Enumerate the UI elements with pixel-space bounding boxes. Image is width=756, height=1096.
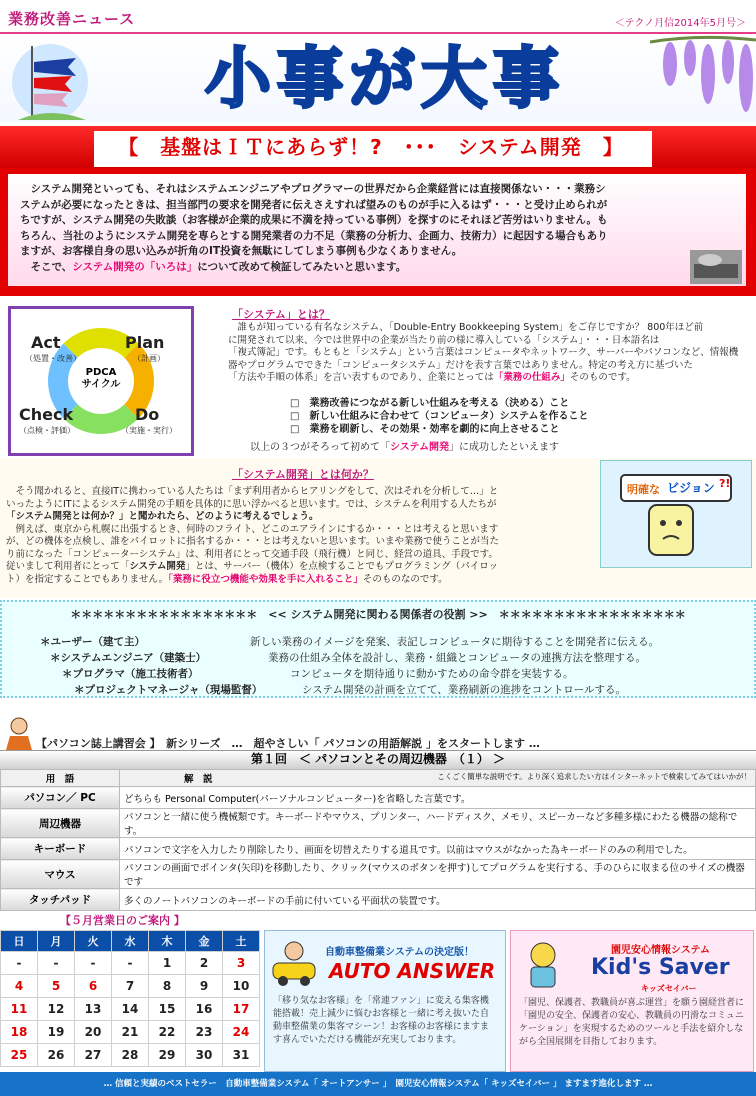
- day-cell: 31: [223, 1044, 260, 1067]
- closing-part: 」に成功したといえます: [449, 442, 559, 453]
- weekday: 火: [75, 931, 112, 952]
- section2-title: 「システム開発」とは何か？: [232, 468, 374, 481]
- intro-line: ちろん、当社のようにシステム開発を専らとする開発業者の力不足（業務の分析力、企画力、技術力）に起因する場合もあり: [20, 229, 608, 242]
- business-calendar: [0, 930, 260, 1067]
- intro-line: ステムが必要になったときは、担当部門の要求を開発者に伝えさえすれば望みのものが手に入るはず・・・と受け止められが: [20, 198, 608, 211]
- section1-line: 誰もが知っている有名なシステム、「Double-Entry Bookkeeping System」をご存じですか？ 800年ほど前: [228, 322, 704, 333]
- koinobori-icon: [10, 36, 90, 122]
- pdca-plan: Plan: [125, 333, 165, 352]
- weekday: 月: [38, 931, 75, 952]
- section2-line: [6, 561, 596, 574]
- desc-cell: 多くのノートパソコンのキーボードの手前に付いている平面状の装置です。: [120, 889, 756, 911]
- day-cell: 15: [149, 998, 186, 1021]
- table-row: [1, 889, 756, 911]
- desc-cell: どちらも Personal Computer(パーソナルコンピューター)を省略した言葉です。: [120, 787, 756, 809]
- desc-cell: パソコンの画面でポインタ(矢印)を移動したり、クリック(マウスのボタンを押す)してプログラムを実行する、手のひらに収まる位のサイズの機器です: [120, 860, 756, 889]
- vision-sign-2: ビジョン: [667, 481, 715, 495]
- keyboard-photo-icon: [690, 250, 742, 284]
- weekday: 土: [223, 931, 260, 952]
- intro-line: ちですが、システム開発の失敗談（お客様が企業的成果に不満を持っている事例）を探すのにそれほど苦労はいりません。も: [20, 214, 608, 226]
- section2-highlight: 「業務に役立つ機能や効果を手に入れること」: [168, 573, 363, 585]
- terms-table: [0, 769, 756, 911]
- term-cell: マウス: [1, 860, 120, 889]
- weekday: 金: [186, 931, 223, 952]
- day-cell: 8: [149, 975, 186, 998]
- day-cell: 17: [223, 998, 260, 1021]
- day-cell: 18: [1, 1021, 38, 1044]
- series-headline: 【パソコン誌上講習会 】 新シリーズ … 超やさしい「 パソコンの用語解説 」をスタートします …: [36, 737, 540, 750]
- role-desc: コンピュータを期待通りに動かすための命令群を実装する。: [290, 668, 574, 680]
- pdca-act: Act: [31, 333, 61, 352]
- term-cell: 周辺機器: [1, 809, 120, 838]
- section2-body: [6, 486, 596, 586]
- role-name: ＊システムエンジニア（建築士）: [50, 652, 207, 664]
- weekday: 木: [149, 931, 186, 952]
- pdca-check: Check: [19, 405, 74, 424]
- intro-text-part: について改めて検証してみたいと思います。: [197, 260, 407, 273]
- day-cell: 14: [112, 998, 149, 1021]
- pdca-center-line: PDCA: [85, 367, 117, 378]
- roles-title: ＊＊＊＊＊＊＊＊＊＊＊＊＊＊＊＊＊ << システム開発に関わる関係者の役割 >> ＊＊＊＊＊＊＊＊＊＊＊＊＊＊＊＊＊: [70, 608, 686, 621]
- desc-cell: パソコンと一緒に使う機械類です。キーボードやマウス、プリンター、ハードディスク、メモリ、スピーカーなど多種多様にわたる機器の総称です。: [120, 809, 756, 838]
- table-row: [1, 787, 756, 809]
- term-cell: キーボード: [1, 838, 120, 860]
- child-icon: [521, 939, 565, 991]
- section1-line: [228, 372, 748, 385]
- newsletter-title: 業務改善ニュース: [8, 10, 136, 28]
- role-desc: 新しい業務のイメージを発案、表記しコンピュータに期待することを開発者に伝える。: [250, 636, 660, 648]
- weekday: 水: [112, 931, 149, 952]
- intro-text-part: そこで、: [20, 260, 73, 273]
- table-row: [1, 838, 756, 860]
- day-cell: 27: [75, 1044, 112, 1067]
- vision-illustration: [600, 460, 752, 568]
- pdca-center-line: サイクル: [81, 379, 121, 390]
- pdca-diagram: [8, 306, 194, 456]
- day-cell: 22: [149, 1021, 186, 1044]
- term-cell: タッチパッド: [1, 889, 120, 911]
- closing-part: 以上の３つがそろって初めて「: [250, 442, 390, 453]
- auto-answer-desc: 「移り気なお客様」を「常連ファン」に変える集客機能搭載！売上減少に悩むお客様と一緒に考え抜いた自動車整備業の集客マシーン！お客様のお客様にますます喜んでいただける機能が充実しております。: [273, 996, 490, 1045]
- section2-text-part: 従いまして利用者にとって「: [6, 561, 130, 572]
- role-name: ＊プロジェクトマネージャ（現場監督）: [74, 684, 263, 696]
- weekday-row: [1, 931, 260, 952]
- week-row: [1, 998, 260, 1021]
- intro-line: ますが、お客様自身の思い込みが折角のIT投資を無駄にしてしまう事例も少なくありません。: [20, 245, 463, 257]
- day-cell: 19: [38, 1021, 75, 1044]
- day-cell: 7: [112, 975, 149, 998]
- day-cell: 30: [186, 1044, 223, 1067]
- issue-label: ＜テクノ月信2014年5月号＞: [614, 18, 746, 29]
- section2-line: が、どの機体を点検し、誰をパイロットに指名するか・・・とは考えないと思います。いまや業務で使うことが当た: [6, 536, 500, 547]
- section2-line: [6, 574, 596, 587]
- kids-saver-logo-sub: キッズセイバー: [641, 984, 697, 993]
- section2-text-part: そのものなのです。: [362, 573, 448, 585]
- week-row: [1, 975, 260, 998]
- section2-line: 例えば、東京から札幌に出張するとき、何時のフライト、どこのエアラインにするか・・・とは考えると思います: [6, 523, 499, 535]
- section1-line: 「複式簿記」です。もともと「システム」という言葉はコンピュータやネットワーク、サーバーやパソコンなど、情報機: [228, 347, 739, 358]
- auto-answer-ad[interactable]: [264, 930, 506, 1072]
- day-cell: 25: [1, 1044, 38, 1067]
- section1-text-part: そのものです。: [569, 372, 636, 383]
- section2-line: いったようにITによるシステム開発の手順を具体的に思い浮かべると思います。では、システムを利用する人たちが: [6, 498, 497, 510]
- pdca-check-sub: （点検・評価）: [19, 426, 75, 435]
- col-term: 用 語: [1, 770, 120, 787]
- week-row: [1, 1044, 260, 1067]
- term-cell: パソコン／ PC: [1, 787, 120, 809]
- kids-saver-ad[interactable]: [510, 930, 754, 1072]
- closing-highlight: システム開発: [390, 442, 449, 453]
- section1-text-part: 「方法や手順の体系」を言い表すものであり、企業にとっては: [228, 372, 494, 383]
- pdca-act-sub: （処置・改善）: [25, 354, 81, 363]
- section1-body: [228, 322, 748, 385]
- vision-sign-1: 明確な: [627, 483, 660, 496]
- day-cell: 20: [75, 1021, 112, 1044]
- section2-text-part: 」とは、サーバー（機体）を点検することでもプログラミング（パイロッ: [185, 561, 499, 572]
- day-cell: 1: [149, 952, 186, 975]
- section2-text-part: ト）を指定することでもありません。: [6, 573, 169, 585]
- desc-cell: パソコンで文字を入力したり削除したり、画面を切替えたりする道具です。以前はマウスがなかった為キーボードのみの利用でした。: [120, 838, 756, 860]
- role-desc: システム開発の計画を立てて、業務刷新の進捗をコントロールする。: [302, 684, 627, 696]
- topic-banner-text: 【 基盤はＩＴにあらず！? ･･･ システム開発 】: [118, 135, 624, 159]
- weekday: 日: [1, 931, 38, 952]
- day-cell: -: [1, 952, 38, 975]
- terms-note: こくごく簡単な説明です。より深く追求したい方はインターネットで検索してみてはいかが！: [437, 772, 751, 781]
- footer-text: … 信頼と実績のベストセラー 自動車整備業システム「 オートアンサー 」 園児安心情報システム「 キッズセイバー 」 ますます進化します …: [103, 1079, 653, 1089]
- day-cell: -: [75, 952, 112, 975]
- kids-saver-tagline: 園児安心情報システム: [611, 945, 710, 956]
- section1-title: 「システム」とは？: [232, 308, 330, 321]
- table-row: [1, 860, 756, 889]
- section1-highlight: 「業務の仕組み」: [493, 372, 570, 383]
- auto-answer-logo: AUTO ANSWER: [329, 959, 496, 983]
- section2-line: 「システム開発とは何か？」と聞かれたら、どのように考えるでしょう。: [6, 511, 319, 522]
- role-name: ＊ユーザー（建て主）: [40, 636, 145, 648]
- day-cell: 4: [1, 975, 38, 998]
- day-cell: 12: [38, 998, 75, 1021]
- day-cell: 24: [223, 1021, 260, 1044]
- check-item: □ 新しい仕組みに合わせて（コンピュータ）システムを作ること: [290, 411, 589, 422]
- auto-answer-tagline: 自動車整備業システムの決定版！: [325, 947, 474, 958]
- intro-line: [20, 260, 736, 276]
- calendar-title: 【５月営業日のご案内 】: [60, 914, 185, 927]
- check-item: □ 業務を刷新し、その効果・効率を劇的に向上させること: [290, 424, 560, 435]
- pdca-center: [77, 367, 125, 391]
- mechanic-car-icon: [271, 937, 317, 987]
- day-cell: 28: [112, 1044, 149, 1067]
- check-item: □ 業務改善につながる新しい仕組みを考える（決める）こと: [290, 398, 570, 409]
- col-desc: [120, 770, 756, 787]
- day-cell: 10: [223, 975, 260, 998]
- main-title: 小事が大事: [205, 40, 565, 117]
- day-cell: 5: [38, 975, 75, 998]
- section1-checklist: [290, 397, 588, 436]
- day-cell: 2: [186, 952, 223, 975]
- section2-highlight: システム開発: [129, 561, 186, 572]
- intro-highlight: システム開発の「いろは」: [72, 260, 198, 273]
- vision-sign-3: ?!: [719, 477, 731, 490]
- week-row: [1, 952, 260, 975]
- section1-line: 器やプログラムでできた「コンピュータシステム」だけを表す言葉ではありません。特定の考え方に基づいた: [228, 359, 694, 371]
- wisteria-icon: [650, 34, 756, 124]
- kids-saver-logo: Kid's Saver: [591, 955, 730, 980]
- section2-line: そう聞かれると、直接ITに携わっている人たちは「まず利用者からヒアリングをして、次はそれを分析して…」と: [6, 486, 499, 497]
- day-cell: 23: [186, 1021, 223, 1044]
- lesson-title: 第１回 ＜ パソコンとその周辺機器 （１） ＞: [250, 752, 506, 766]
- intro-text: [20, 182, 736, 275]
- intro-line: システム開発といっても、それはシステムエンジニアやプログラマーの世界だから企業経営には直接関係ない・・・業務シ: [20, 183, 606, 195]
- lecturer-icon: [2, 716, 36, 750]
- day-cell: 13: [75, 998, 112, 1021]
- day-cell: 16: [186, 998, 223, 1021]
- table-row: [1, 809, 756, 838]
- section1-line: に開発されて以来、今では世界中の企業が当たり前の様に導入している「システム」・・・日本語名は: [228, 334, 660, 346]
- week-row: [1, 1021, 260, 1044]
- pdca-do: Do: [135, 405, 160, 424]
- role-name: ＊プログラマ（施工技術者）: [62, 668, 199, 680]
- day-cell: 26: [38, 1044, 75, 1067]
- day-cell: 11: [1, 998, 38, 1021]
- day-cell: 3: [223, 952, 260, 975]
- day-cell: 29: [149, 1044, 186, 1067]
- day-cell: -: [112, 952, 149, 975]
- col-desc-label: 解 説: [184, 774, 213, 785]
- day-cell: 9: [186, 975, 223, 998]
- section2-line: り前になった「コンピューターシステム」は、利用者にとって交通手段（飛行機）と同じ、経営の道具、手段です。: [6, 548, 498, 560]
- pdca-do-sub: （実施・実行）: [121, 426, 177, 435]
- section1-closing: [250, 438, 559, 453]
- role-desc: 業務の仕組み全体を設計し、業務・組織とコンピュータの連携方法を整理する。: [268, 652, 646, 664]
- terms-header-row: [1, 770, 756, 787]
- kids-saver-desc: 「園児、保護者、教職員が喜ぶ運営」を願う園経営者に「園児の安全、保護者の安心、教職員の円滑なコミュニケーション」を実現するためのツールと手法を紹介しながら全国展開を目指しております。: [519, 998, 745, 1047]
- day-cell: 21: [112, 1021, 149, 1044]
- day-cell: -: [38, 952, 75, 975]
- pdca-plan-sub: （計画）: [133, 354, 165, 363]
- day-cell: 6: [75, 975, 112, 998]
